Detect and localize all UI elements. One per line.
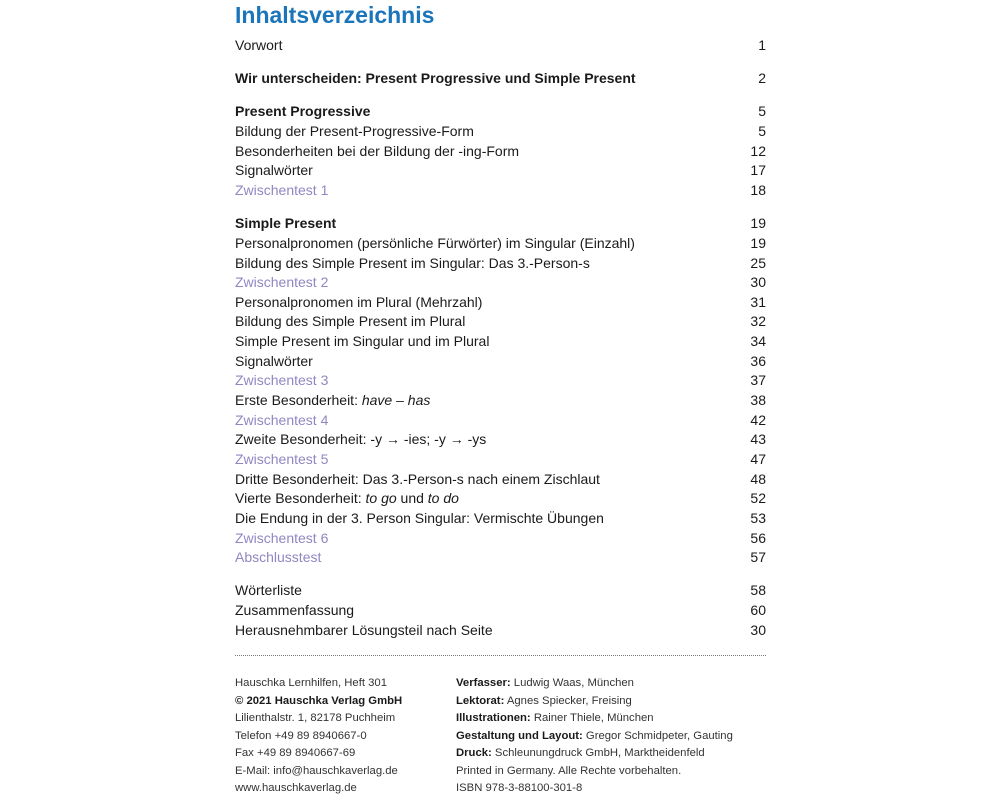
- toc-entry-label: Abschlusstest: [235, 549, 322, 566]
- toc-entry-page: 19: [750, 215, 766, 232]
- toc-entry-test[interactable]: [235, 181, 766, 201]
- toc-entry-test[interactable]: [235, 411, 766, 431]
- imprint-series: Hauschka Lernhilfen, Heft 301: [235, 677, 387, 689]
- toc-entry-vorwort[interactable]: [235, 36, 766, 56]
- divider: [235, 655, 766, 656]
- toc-entry[interactable]: [235, 332, 766, 352]
- imprint-publisher: [235, 675, 402, 798]
- toc-entry[interactable]: [235, 254, 766, 274]
- toc-entry[interactable]: [235, 489, 766, 509]
- toc-entry-label: Die Endung in der 3. Person Singular: Vermischte Übungen: [235, 509, 604, 526]
- toc-entry[interactable]: [235, 391, 766, 411]
- toc-entry-page: 48: [750, 470, 766, 487]
- toc-entry[interactable]: [235, 430, 766, 450]
- toc-entry-page: 53: [750, 509, 766, 526]
- toc-entry-test[interactable]: [235, 450, 766, 470]
- toc-entry-label: Besonderheiten bei der Bildung der -ing-Form: [235, 142, 520, 159]
- toc-entry[interactable]: [235, 312, 766, 332]
- toc-entry-page: 30: [750, 274, 766, 291]
- toc-entry[interactable]: [235, 581, 766, 601]
- toc-entry-label: Herausnehmbarer Lösungsteil nach Seite: [235, 621, 493, 638]
- imprint-email[interactable]: E-Mail: info@hauschkaverlag.de: [235, 764, 398, 777]
- toc-entry[interactable]: [235, 509, 766, 529]
- toc-entry[interactable]: [235, 352, 766, 372]
- toc-entry-label-italic: have – has: [361, 392, 431, 409]
- toc-entry-test[interactable]: [235, 371, 766, 391]
- toc-entry-label: Zwischentest 4: [235, 411, 329, 428]
- toc-entry-label: Bildung des Simple Present im Plural: [235, 313, 466, 330]
- toc-entry-label: Vorwort: [235, 36, 283, 53]
- toc-entry-page: 42: [750, 411, 766, 428]
- toc-entry-label: Bildung des Simple Present im Singular: Das 3.-Person-s: [235, 254, 590, 271]
- imprint-website[interactable]: www.hauschkaverlag.de: [235, 782, 357, 794]
- toc-entry-page: 34: [750, 333, 766, 350]
- imprint-address: Lilienthalstr. 1, 82178 Puchheim: [235, 712, 396, 724]
- toc-entry-page: 31: [750, 293, 766, 310]
- toc-entry-page: 32: [750, 313, 766, 330]
- toc-entry-label-italic: to go: [365, 490, 397, 507]
- toc-entry-label: Signalwörter: [235, 352, 313, 369]
- credit-print: Druck: Schleunungdruck GmbH, Marktheidenfeld: [456, 747, 705, 759]
- toc-title: Inhaltsverzeichnis: [235, 2, 435, 28]
- toc-entry[interactable]: [235, 234, 766, 254]
- toc-entry-label: Simple Present im Singular und im Plural: [235, 333, 490, 350]
- toc-entry-page: 2: [758, 70, 766, 87]
- credit-isbn: ISBN 978-3-88100-301-8: [456, 782, 583, 794]
- toc-entry-label: Bildung der Present-Progressive-Form: [235, 123, 474, 140]
- credit-editor: Lektorat: Agnes Spiecker, Freising: [456, 694, 632, 707]
- toc-entry-page: 58: [750, 582, 766, 599]
- toc-entry-page: 17: [750, 162, 766, 179]
- credit-illustrations: Illustrationen: Rainer Thiele, München: [456, 712, 654, 724]
- toc-entry-page: 19: [750, 234, 766, 251]
- toc-entry-page: 43: [750, 431, 766, 448]
- imprint-fax: Fax +49 89 8940667-69: [235, 747, 356, 759]
- toc-entry-page: 60: [750, 602, 766, 619]
- credit-layout: Gestaltung und Layout: Gregor Schmidpeter, Gauting: [456, 729, 733, 742]
- toc-entry-label: Zwischentest 5: [235, 450, 329, 467]
- toc-entry-label-prefix: Vierte Besonderheit:: [235, 490, 366, 507]
- toc-entry[interactable]: [235, 122, 766, 142]
- toc-entry-page: 57: [750, 549, 766, 566]
- toc-entry[interactable]: [235, 601, 766, 621]
- toc-entry-page: 36: [750, 352, 766, 369]
- toc-entry-label: Zweite Besonderheit: -y → -ies; -y → -ys: [235, 431, 487, 448]
- toc-entry-label: Present Progressive: [235, 103, 371, 120]
- toc-entry-page: 5: [758, 103, 766, 120]
- toc-entry-test[interactable]: [235, 529, 766, 549]
- toc-entry-label: Personalpronomen im Plural (Mehrzahl): [235, 293, 483, 310]
- imprint-credits: [456, 675, 733, 798]
- toc-entry-label: Zusammenfassung: [235, 602, 355, 619]
- toc-entry[interactable]: [235, 470, 766, 490]
- toc-entry-label: Dritte Besonderheit: Das 3.-Person-s nach einem Zischlaut: [235, 470, 600, 487]
- toc-entry-label: [235, 391, 736, 411]
- toc-entry[interactable]: [235, 293, 766, 313]
- toc-entry-page: 1: [758, 36, 766, 53]
- toc-entry[interactable]: [235, 142, 766, 162]
- toc-entry-label: Zwischentest 2: [235, 274, 329, 291]
- toc-entry-page: 30: [750, 621, 766, 638]
- toc-entry-page: 38: [750, 392, 766, 409]
- toc-entry-page: 47: [750, 450, 766, 467]
- toc-entry-label: Simple Present: [235, 215, 337, 232]
- toc-section-present-progressive[interactable]: [235, 102, 766, 122]
- toc-entry-page: 18: [750, 182, 766, 199]
- toc-entry-label: Personalpronomen (persönliche Fürwörter) im Singular (Einzahl): [235, 234, 635, 251]
- toc-entry-label-italic: to do: [427, 490, 459, 507]
- toc-entry-page: 12: [750, 142, 766, 159]
- toc-entry-label: Zwischentest 6: [235, 529, 329, 546]
- toc-entry-label: Wörterliste: [235, 582, 302, 599]
- table-of-contents: [235, 36, 766, 640]
- toc-entry-label-prefix: Erste Besonderheit:: [235, 392, 362, 409]
- toc-section-simple-present[interactable]: [235, 214, 766, 234]
- credit-author: Verfasser: Ludwig Waas, München: [456, 677, 634, 689]
- toc-entry-page: 56: [750, 529, 766, 546]
- toc-entry-final-test[interactable]: [235, 548, 766, 568]
- toc-entry-label-mid: und: [396, 490, 428, 507]
- toc-entry-page: 5: [758, 123, 766, 140]
- imprint-phone: Telefon +49 89 8940667-0: [235, 729, 367, 742]
- toc-entry-test[interactable]: [235, 273, 766, 293]
- toc-entry-page: 52: [750, 490, 766, 507]
- toc-entry-label: [235, 489, 736, 509]
- toc-entry-comparison[interactable]: [235, 69, 766, 89]
- toc-entry-label: Signalwörter: [235, 162, 313, 179]
- imprint-copyright: © 2021 Hauschka Verlag GmbH: [235, 694, 403, 707]
- toc-entry-label: Wir unterscheiden: Present Progressive und Simple Present: [235, 70, 636, 87]
- credit-rights: Printed in Germany. Alle Rechte vorbehalten.: [456, 764, 682, 777]
- toc-entry[interactable]: [235, 161, 766, 181]
- toc-entry-page: 25: [750, 254, 766, 271]
- toc-entry-page: 37: [750, 372, 766, 389]
- toc-entry-label: Zwischentest 3: [235, 372, 329, 389]
- toc-entry[interactable]: [235, 621, 766, 641]
- toc-entry-label: Zwischentest 1: [235, 182, 329, 199]
